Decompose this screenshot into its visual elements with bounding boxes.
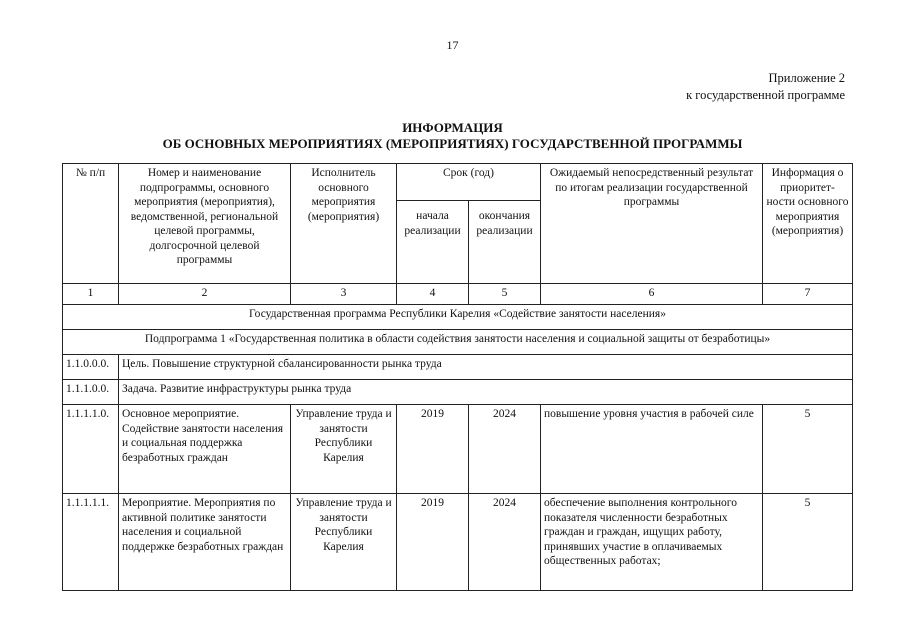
row-code: 1.1.1.1.0. [63,405,119,494]
row-priority: 5 [763,494,853,591]
row-result: повышение уровня участия в рабочей силе [541,405,763,494]
row-result: обеспечение выполнения контрольного показателя численности безработных граждан и граждан, ищущих работу, принявших участие в оплачиваемых общественных работах; [541,494,763,591]
header-result: Ожидаемый непосредственный результат по итогам реализации государственной программы [541,164,763,284]
appendix-line-1: Приложение 2 [768,71,845,85]
subprogram-title: Подпрограмма 1 «Государственная политика в области содействия занятости населения и социальной защиты от безработицы» [63,330,853,355]
goal-text: Цель. Повышение структурной сбалансированности рынка труда [119,355,853,380]
task-row [63,380,853,405]
row-start: 2019 [397,405,469,494]
appendix-line-2: к государственной программе [686,88,845,102]
column-numbers-row [63,284,853,305]
title-line-2: ОБ ОСНОВНЫХ МЕРОПРИЯТИЯХ (МЕРОПРИЯТИЯХ) ГОСУДАРСТВЕННОЙ ПРОГРАММЫ [162,136,743,151]
row-executor: Управление труда и занятости Республики Карелия [291,494,397,591]
header-period: Срок (год) [397,164,541,201]
header-end: окончания реализации [469,201,541,284]
program-row [63,305,853,330]
document-title [0,120,905,152]
row-start: 2019 [397,494,469,591]
header-priority: Информация о приоритет-ности основного мероприятия (мероприятия) [763,164,853,284]
column-number: 3 [291,284,397,305]
program-title: Государственная программа Республики Карелия «Содействие занятости населения» [63,305,853,330]
row-end: 2024 [469,494,541,591]
table-row [63,494,853,591]
row-executor: Управление труда и занятости Республики Карелия [291,405,397,494]
row-priority: 5 [763,405,853,494]
column-number: 2 [119,284,291,305]
appendix-note [686,70,845,104]
header-executor: Исполнитель основного мероприятия (мероприятия) [291,164,397,284]
row-end: 2024 [469,405,541,494]
row-name: Основное мероприятие. Содействие занятости населения и социальная поддержка безработных граждан [119,405,291,494]
column-number: 1 [63,284,119,305]
column-number: 5 [469,284,541,305]
activities-table [62,163,853,591]
table-row [63,405,853,494]
header-row-1 [63,164,853,201]
row-name: Мероприятие. Мероприятия по активной политике занятости населения и социальной поддержке безработных граждан [119,494,291,591]
page-number: 17 [446,38,459,52]
column-number: 6 [541,284,763,305]
goal-code: 1.1.0.0.0. [63,355,119,380]
column-number: 4 [397,284,469,305]
subprogram-row [63,330,853,355]
header-start: начала реализации [397,201,469,284]
header-name: Номер и наименование подпрограммы, основного мероприятия (мероприятия), ведомственной, региональной целевой программы, долгосрочной целевой программы [119,164,291,284]
column-number: 7 [763,284,853,305]
title-line-1: ИНФОРМАЦИЯ [402,120,503,135]
row-code: 1.1.1.1.1. [63,494,119,591]
header-num: № п/п [63,164,119,284]
task-text: Задача. Развитие инфраструктуры рынка труда [119,380,853,405]
goal-row [63,355,853,380]
task-code: 1.1.1.0.0. [63,380,119,405]
